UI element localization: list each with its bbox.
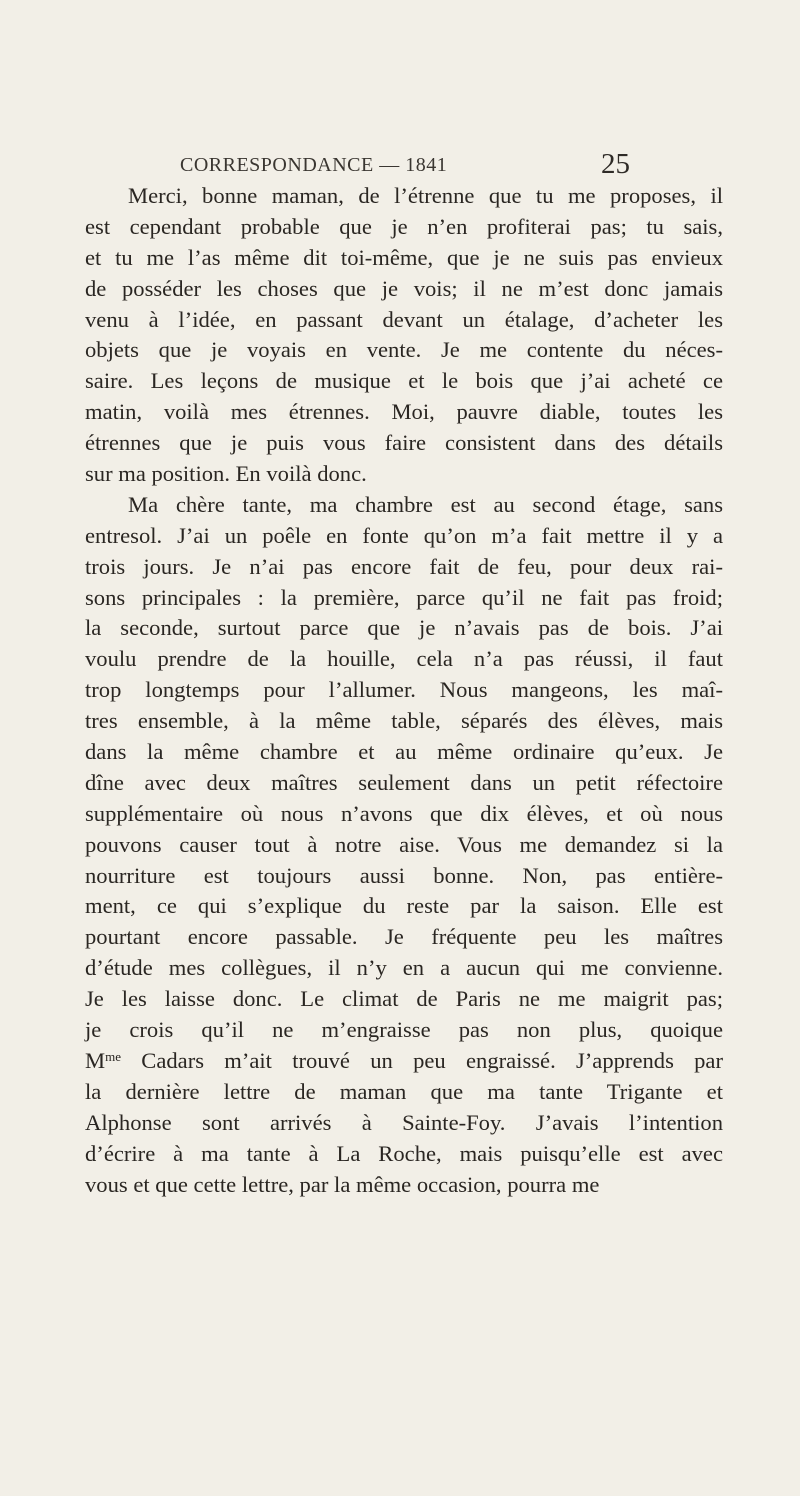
text-line: Ma chère tante, ma chambre est au second étage, sans (128, 491, 723, 517)
text-line: trop longtemps pour l’allumer. Nous mangeons, les maî- (85, 677, 723, 703)
running-title: CORRESPONDANCE — 1841 (180, 154, 448, 176)
body-text (85, 181, 723, 1200)
text-line-with-abbrev (85, 1046, 723, 1077)
running-head (180, 148, 630, 184)
text-line: pourtant encore passable. Je fréquente peu les maîtres (85, 924, 723, 950)
text-line: trois jours. Je n’ai pas encore fait de feu, pour deux rai- (85, 553, 723, 579)
text-line: tres ensemble, à la même table, séparés des élèves, mais (85, 708, 723, 734)
text-line: de posséder les choses que je vois; il ne m’est donc jamais (85, 275, 723, 301)
text-line: la dernière lettre de maman que ma tante Trigante et (85, 1078, 723, 1104)
text-line: Je les laisse donc. Le climat de Paris ne me maigrit pas; (85, 986, 723, 1012)
page-number: 25 (601, 148, 630, 180)
text-line: Alphonse sont arrivés à Sainte-Foy. J’avais l’intention (85, 1109, 723, 1135)
text-line: Merci, bonne maman, de l’étrenne que tu me proposes, il (128, 183, 723, 208)
text-line: nourriture est toujours aussi bonne. Non, pas entière- (85, 862, 723, 888)
text-line: venu à l’idée, en passant devant un étalage, d’acheter les (85, 306, 723, 332)
text-line: voulu prendre de la houille, cela n’a pas réussi, il faut (85, 646, 723, 672)
text-line: d’étude mes collègues, il n’y en a aucun qui me convienne. (85, 955, 723, 981)
text-line: la seconde, surtout parce que je n’avais pas de bois. J’ai (85, 615, 723, 641)
text-line: dans la même chambre et au même ordinaire qu’eux. Je (85, 739, 723, 765)
text-line: étrennes que je puis vous faire consistent dans des détails (85, 430, 723, 456)
text-line: est cependant probable que je n’en profiterai pas; tu sais, (85, 213, 723, 239)
text-line: sons principales : la première, parce qu’il ne fait pas froid; (85, 584, 723, 610)
text-line: d’écrire à ma tante à La Roche, mais puisqu’elle est avec (85, 1140, 723, 1166)
text-line: objets que je voyais en vente. Je me contente du néces- (85, 337, 723, 363)
text-line: et tu me l’as même dit toi-même, que je ne suis pas envieux (85, 244, 723, 270)
text-line: sur ma position. En voilà donc. (85, 461, 367, 487)
text-line: je crois qu’il ne m’engraisse pas non plus, quoique (85, 1017, 723, 1043)
text-line: ment, ce qui s’explique du reste par la saison. Elle est (85, 893, 723, 919)
text-line: dîne avec deux maîtres seulement dans un petit réfectoire (85, 769, 723, 795)
text-line: pouvons causer tout à notre aise. Vous me demandez si la (85, 831, 723, 857)
text-line: saire. Les leçons de musique et le bois que j’ai acheté ce (85, 368, 723, 394)
text-line: matin, voilà mes étrennes. Moi, pauvre diable, toutes les (85, 399, 723, 425)
abbrev-base: M (85, 1047, 106, 1073)
abbrev-superscript: me (105, 1048, 121, 1064)
text-line-rest: Cadars m’ait trouvé un peu engraissé. J’apprends par (141, 1047, 723, 1073)
text-line: entresol. J’ai un poêle en fonte qu’on m’a fait mettre il y a (85, 522, 723, 548)
text-line: supplémentaire où nous n’avons que dix élèves, et où nous (85, 800, 723, 826)
text-line: vous et que cette lettre, par la même occasion, pourra me (85, 1171, 600, 1197)
